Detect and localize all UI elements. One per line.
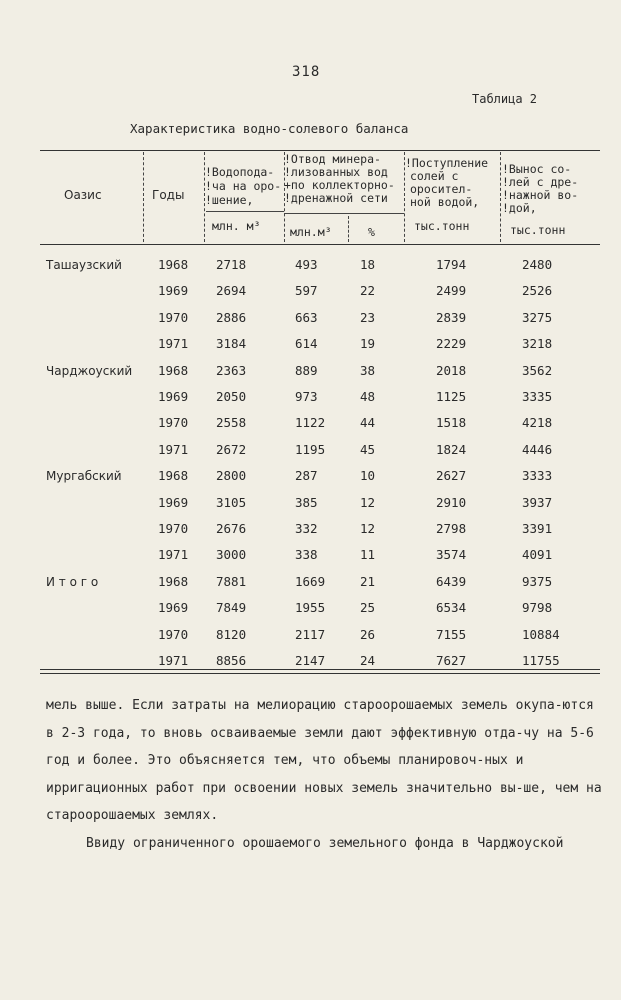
cell-water: 3000 — [216, 547, 247, 562]
cell-pct: 38 — [360, 363, 376, 378]
column-divider — [348, 216, 349, 242]
cell-oasis: Ташаузский — [46, 258, 122, 272]
cell-salt-in: 1125 — [436, 389, 467, 404]
header-drain-line4: !дренажной сети — [284, 191, 388, 205]
cell-pct: 12 — [360, 495, 376, 510]
column-divider — [500, 152, 501, 242]
cell-salt-in: 7155 — [436, 627, 467, 642]
cell-pct: 18 — [360, 257, 376, 272]
cell-drain: 1669 — [295, 574, 326, 589]
header-sub-rule-drain — [284, 213, 404, 214]
cell-salt-in: 6439 — [436, 574, 467, 589]
cell-pct: 12 — [360, 521, 376, 536]
header-oasis: Оазис — [64, 188, 102, 202]
cell-salt-out: 9375 — [522, 574, 553, 589]
cell-year: 1971 — [158, 653, 189, 668]
cell-drain: 1195 — [295, 442, 326, 457]
cell-year: 1968 — [158, 363, 189, 378]
cell-drain: 332 — [295, 521, 318, 536]
cell-drain: 889 — [295, 363, 318, 378]
cell-water: 2694 — [216, 283, 247, 298]
table-bottom-rule — [40, 669, 600, 670]
cell-year: 1971 — [158, 442, 189, 457]
cell-salt-out: 3335 — [522, 389, 553, 404]
header-water-line2: !ча на оро- — [205, 179, 282, 193]
cell-pct: 24 — [360, 653, 376, 668]
page-number: 318 — [292, 64, 321, 80]
cell-year: 1969 — [158, 283, 189, 298]
cell-salt-in: 1824 — [436, 442, 467, 457]
cell-year: 1968 — [158, 468, 189, 483]
cell-salt-in: 2798 — [436, 521, 467, 536]
cell-year: 1971 — [158, 547, 189, 562]
header-water-line3: !шение, — [205, 193, 254, 207]
cell-pct: 22 — [360, 283, 376, 298]
cell-year: 1971 — [158, 336, 189, 351]
cell-year: 1968 — [158, 257, 189, 272]
cell-pct: 26 — [360, 627, 376, 642]
cell-water: 3105 — [216, 495, 247, 510]
header-salt-in-unit: тыс.тонн — [414, 219, 470, 233]
cell-water: 8120 — [216, 627, 247, 642]
cell-salt-out: 3333 — [522, 468, 553, 483]
cell-salt-in: 2229 — [436, 336, 467, 351]
header-water-unit: млн. м³ — [212, 219, 261, 233]
cell-water: 2558 — [216, 415, 247, 430]
cell-drain: 973 — [295, 389, 318, 404]
table-title: Характеристика водно-солевого баланса — [130, 121, 409, 136]
cell-oasis: Чарджоуский — [46, 364, 133, 378]
cell-drain: 614 — [295, 336, 318, 351]
cell-year: 1970 — [158, 627, 189, 642]
cell-salt-out: 3937 — [522, 495, 553, 510]
cell-oasis: Мургабский — [46, 469, 122, 483]
cell-pct: 11 — [360, 547, 376, 562]
header-salt-out-line4: !дой, — [502, 201, 537, 215]
cell-pct: 19 — [360, 336, 376, 351]
cell-pct: 45 — [360, 442, 376, 457]
cell-water: 8856 — [216, 653, 247, 668]
cell-pct: 21 — [360, 574, 376, 589]
cell-salt-in: 6534 — [436, 600, 467, 615]
cell-drain: 493 — [295, 257, 318, 272]
header-drain-line1: !Отвод минера- — [284, 152, 381, 166]
cell-salt-in: 2910 — [436, 495, 467, 510]
cell-drain: 2117 — [295, 627, 326, 642]
cell-salt-in: 3574 — [436, 547, 467, 562]
cell-year: 1969 — [158, 389, 189, 404]
column-divider — [143, 152, 144, 242]
cell-salt-in: 2018 — [436, 363, 467, 378]
cell-pct: 23 — [360, 310, 376, 325]
cell-water: 2718 — [216, 257, 247, 272]
cell-salt-out: 4446 — [522, 442, 553, 457]
cell-salt-out: 3391 — [522, 521, 553, 536]
cell-pct: 25 — [360, 600, 376, 615]
header-salt-in-line3: оросител- — [410, 182, 473, 196]
cell-salt-in: 2499 — [436, 283, 467, 298]
cell-year: 1969 — [158, 600, 189, 615]
cell-water: 2363 — [216, 363, 247, 378]
body-text — [46, 692, 606, 857]
cell-year: 1970 — [158, 310, 189, 325]
paragraph-2: Ввиду ограниченного орошаемого земельного фонда в Чарджоуской — [86, 835, 564, 851]
cell-water: 2676 — [216, 521, 247, 536]
cell-year: 1970 — [158, 521, 189, 536]
cell-water: 7881 — [216, 574, 247, 589]
cell-salt-in: 2627 — [436, 468, 467, 483]
header-salt-out-line3: !нажной во- — [502, 188, 579, 202]
cell-salt-out: 4091 — [522, 547, 553, 562]
table-label: Таблица 2 — [472, 92, 538, 106]
header-water-line1: !Водопода- — [205, 165, 275, 179]
header-salt-out-line2: !лей с дре- — [502, 175, 579, 189]
header-salt-in-line4: ной водой, — [410, 195, 480, 209]
cell-water: 2050 — [216, 389, 247, 404]
cell-salt-out: 3218 — [522, 336, 553, 351]
table-top-rule — [40, 150, 600, 151]
paragraph-1: мель выше. Если затраты на мелиорацию староорошаемых земель окупа-ются в 2-3 года, то вновь осваиваемые земли дают эффективную отда-чу на 5-6 год и более. Это объясняется тем, что объемы планировоч-ных и ирригационных работ при освоении новых земель значительно вы-ше, чем на староорошаемых землях. — [46, 698, 602, 823]
cell-salt-out: 9798 — [522, 600, 553, 615]
cell-salt-out: 4218 — [522, 415, 553, 430]
cell-drain: 2147 — [295, 653, 326, 668]
header-salt-in-line2: солей с — [410, 169, 459, 183]
cell-pct: 48 — [360, 389, 376, 404]
cell-water: 7849 — [216, 600, 247, 615]
table-bottom-rule-2 — [40, 673, 600, 674]
cell-drain: 385 — [295, 495, 318, 510]
cell-salt-out: 3275 — [522, 310, 553, 325]
cell-water: 3184 — [216, 336, 247, 351]
cell-drain: 663 — [295, 310, 318, 325]
cell-salt-in: 1518 — [436, 415, 467, 430]
header-years: Годы — [152, 188, 185, 202]
cell-oasis: И т о г о — [46, 575, 99, 589]
cell-salt-out: 2480 — [522, 257, 553, 272]
cell-salt-out: 2526 — [522, 283, 553, 298]
header-bottom-rule — [40, 244, 600, 245]
header-drain-line2: !лизованных вод — [284, 165, 388, 179]
header-sub-rule-water — [206, 211, 284, 212]
cell-water: 2800 — [216, 468, 247, 483]
cell-drain: 1955 — [295, 600, 326, 615]
header-drain-pct: % — [368, 225, 375, 239]
cell-year: 1970 — [158, 415, 189, 430]
cell-drain: 1122 — [295, 415, 326, 430]
cell-drain: 287 — [295, 468, 318, 483]
cell-drain: 338 — [295, 547, 318, 562]
cell-year: 1968 — [158, 574, 189, 589]
cell-salt-in: 2839 — [436, 310, 467, 325]
cell-pct: 44 — [360, 415, 376, 430]
cell-salt-in: 1794 — [436, 257, 467, 272]
cell-pct: 10 — [360, 468, 376, 483]
cell-water: 2672 — [216, 442, 247, 457]
header-salt-out-line1: !Вынос со- — [502, 162, 572, 176]
header-salt-in-line1: !Поступление — [405, 156, 489, 170]
cell-water: 2886 — [216, 310, 247, 325]
cell-salt-in: 7627 — [436, 653, 467, 668]
header-drain-line3: +по коллекторно- — [284, 178, 395, 192]
header-salt-out-unit: тыс.тонн — [510, 223, 566, 237]
cell-drain: 597 — [295, 283, 318, 298]
cell-salt-out: 11755 — [522, 653, 560, 668]
header-drain-unit: млн.м³ — [290, 225, 332, 239]
cell-year: 1969 — [158, 495, 189, 510]
cell-salt-out: 3562 — [522, 363, 553, 378]
cell-salt-out: 10884 — [522, 627, 560, 642]
